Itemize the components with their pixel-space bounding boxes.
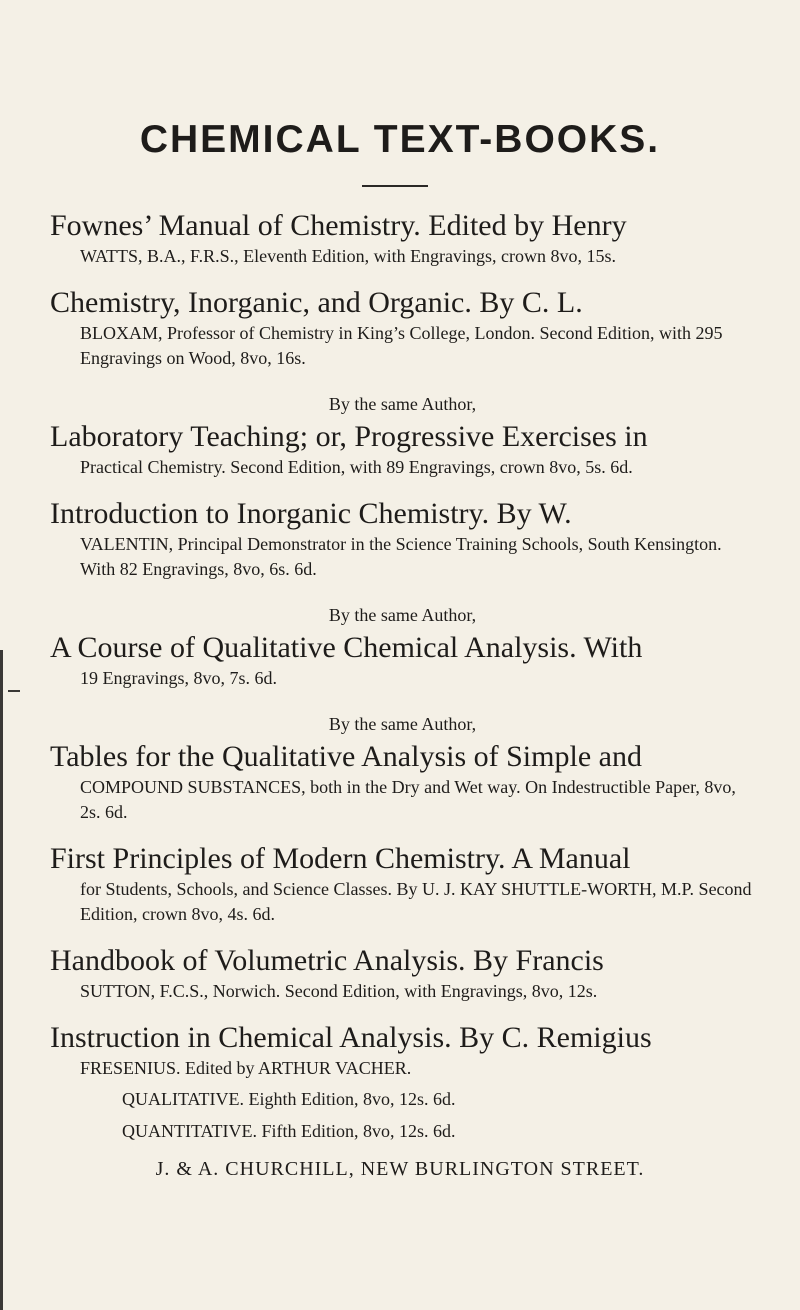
book-entry-fownes [50, 208, 755, 269]
book-details: COMPOUND SUBSTANCES, both in the Dry and Wet way. On Indestructible Paper, 8vo, 2s. 6d. [80, 777, 736, 822]
publisher-imprint: J. & A. CHURCHILL, NEW BURLINGTON STREET. [155, 1158, 645, 1180]
same-author-note: By the same Author, [328, 394, 477, 414]
page-title: CHEMICAL TEXT-BOOKS. [139, 118, 661, 161]
book-details: 19 Engravings, 8vo, 7s. 6d. [80, 668, 277, 688]
book-details: for Students, Schools, and Science Classes. By U. J. KAY SHUTTLE-WORTH, M.P. Second Edition, crown 8vo, 4s. 6d. [80, 879, 752, 924]
book-entry-tables [50, 713, 755, 825]
edition-line-qualitative: QUALITATIVE. Eighth Edition, 8vo, 12s. 6d. [122, 1089, 456, 1109]
margin-binding-line [0, 650, 3, 1310]
book-title: Handbook of Volumetric Analysis. By Francis [50, 944, 604, 977]
book-entry-volumetric [50, 943, 755, 1004]
book-details: Practical Chemistry. Second Edition, with 89 Engravings, crown 8vo, 5s. 6d. [80, 457, 633, 477]
book-entry-first-principles [50, 841, 755, 927]
book-details: VALENTIN, Principal Demonstrator in the Science Training Schools, South Kensington. With 82 Engravings, 8vo, 6s. 6d. [80, 534, 722, 579]
margin-mark [8, 690, 20, 692]
book-entry-laboratory-teaching [50, 393, 755, 480]
book-title: First Principles of Modern Chemistry. A Manual [50, 842, 631, 875]
book-details: BLOXAM, Professor of Chemistry in King’s College, London. Second Edition, with 295 Engravings on Wood, 8vo, 16s. [80, 323, 723, 368]
book-details: SUTTON, F.C.S., Norwich. Second Edition, with Engravings, 8vo, 12s. [80, 981, 598, 1001]
book-title: Introduction to Inorganic Chemistry. By W. [50, 497, 572, 530]
book-title: A Course of Qualitative Chemical Analysis. With [50, 631, 643, 664]
book-title: Fownes’ Manual of Chemistry. Edited by Henry [50, 209, 627, 242]
same-author-note: By the same Author, [328, 605, 477, 625]
book-title: Tables for the Qualitative Analysis of Simple and [50, 740, 642, 773]
book-title: Laboratory Teaching; or, Progressive Exercises in [50, 420, 648, 453]
book-list [50, 208, 755, 1161]
book-title: Instruction in Chemical Analysis. By C. Remigius [50, 1021, 652, 1054]
book-entry-valentin [50, 496, 755, 582]
title-rule [362, 185, 428, 187]
same-author-note: By the same Author, [328, 714, 477, 734]
edition-line-quantitative: QUANTITATIVE. Fifth Edition, 8vo, 12s. 6d. [122, 1121, 456, 1141]
book-title: Chemistry, Inorganic, and Organic. By C. L. [50, 286, 583, 319]
book-entry-fresenius [50, 1020, 755, 1145]
book-details: FRESENIUS. Edited by ARTHUR VACHER. [80, 1058, 412, 1078]
book-details: WATTS, B.A., F.R.S., Eleventh Edition, with Engravings, crown 8vo, 15s. [80, 246, 617, 266]
book-entry-qualitative-course [50, 604, 755, 691]
book-entry-bloxam [50, 285, 755, 371]
